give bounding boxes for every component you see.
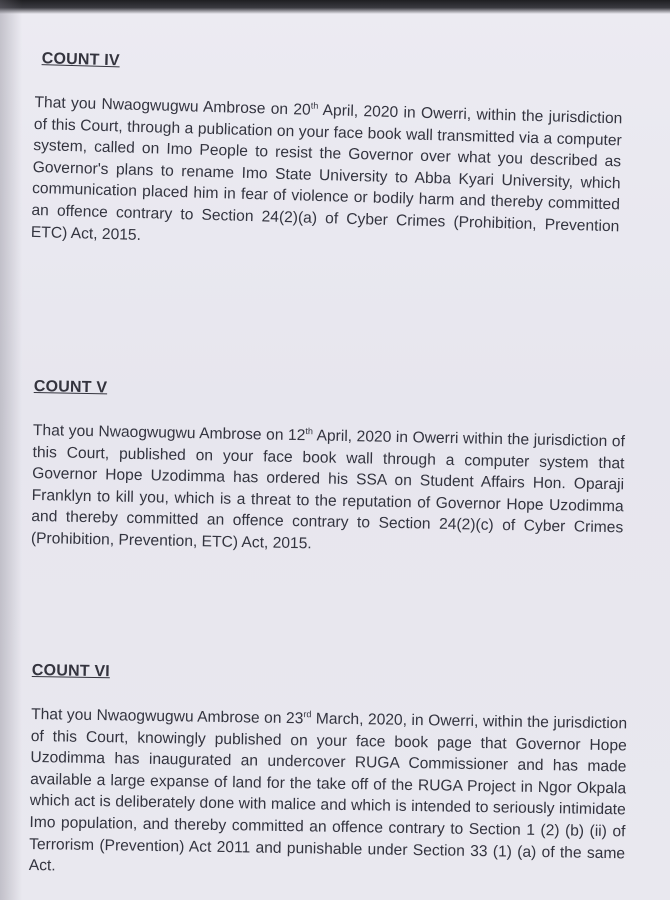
- count-v-section: [31, 378, 626, 561]
- photo-left-shadow: [0, 0, 22, 900]
- count-vi-text-rest: March, 2020, in Owerri, within the jurisdiction of this Court, knowingly published on your face book page that Governor Hope Uzodimma has inaugurated an undercover RUGA Commissioner and has made available a large expanse of land for the take off of the RUGA Project in Ngor Okpala which act is deliberately done with malice and which is intended to seriously intimidate Imo population, and thereby committed an offence contrary to Section 1 (2) (b) (ii) of Terrorism (Prevention) Act 2011 and punishable under Section 33 (1) (a) of the same Act.: [28, 710, 628, 875]
- count-iv-text-rest: April, 2020 in Owerri, within the jurisdiction of this Court, through a publication on your face book wall transmitted via a computer system, called on Imo People to resist the Governor over what you described as Governor's plans to rename Imo State University to Abba Kyari University, which communication placed him in fear of violence or bodily harm and thereby committed an offence contrary to Section 24(2)(a) of Cyber Crimes (Prohibition, Prevention ETC) Act, 2015.: [30, 101, 623, 244]
- count-vi-section: [29, 662, 628, 886]
- count-v-date-suffix: th: [305, 426, 314, 437]
- count-iv-text-start: That you Nwaogwugwu Ambrose on 20: [34, 93, 311, 119]
- count-v-body: [31, 420, 625, 561]
- photo-top-edge: [0, 0, 670, 14]
- count-vi-date-suffix: rd: [303, 709, 312, 720]
- count-iv-body: [31, 92, 623, 260]
- count-v-heading: COUNT V: [33, 378, 108, 397]
- count-vi-text-start: That you Nwaogwugwu Ambrose on 23: [31, 705, 304, 728]
- count-iv-heading: COUNT IV: [41, 50, 121, 70]
- count-vi-heading: COUNT VI: [31, 662, 111, 681]
- count-v-text-rest: April, 2020 in Owerri within the jurisdiction of this Court, published on your face book wall through a computer system that Governor Hope Uzodimma has ordered his SSA on Student Affairs Hon. Oparaji Franklyn to kill you, which is a threat to the reputation of Governor Hope Uzodimma and thereby committed an offence contrary to Section 24(2)(c) of Cyber Crimes (Prohibition, Prevention, ETC) Act, 2015.: [30, 427, 626, 553]
- count-vi-body: [29, 704, 628, 886]
- count-v-text-start: That you Nwaogwugwu Ambrose on 12: [32, 421, 306, 445]
- count-iv-section: [31, 50, 624, 259]
- count-iv-date-suffix: th: [310, 100, 319, 111]
